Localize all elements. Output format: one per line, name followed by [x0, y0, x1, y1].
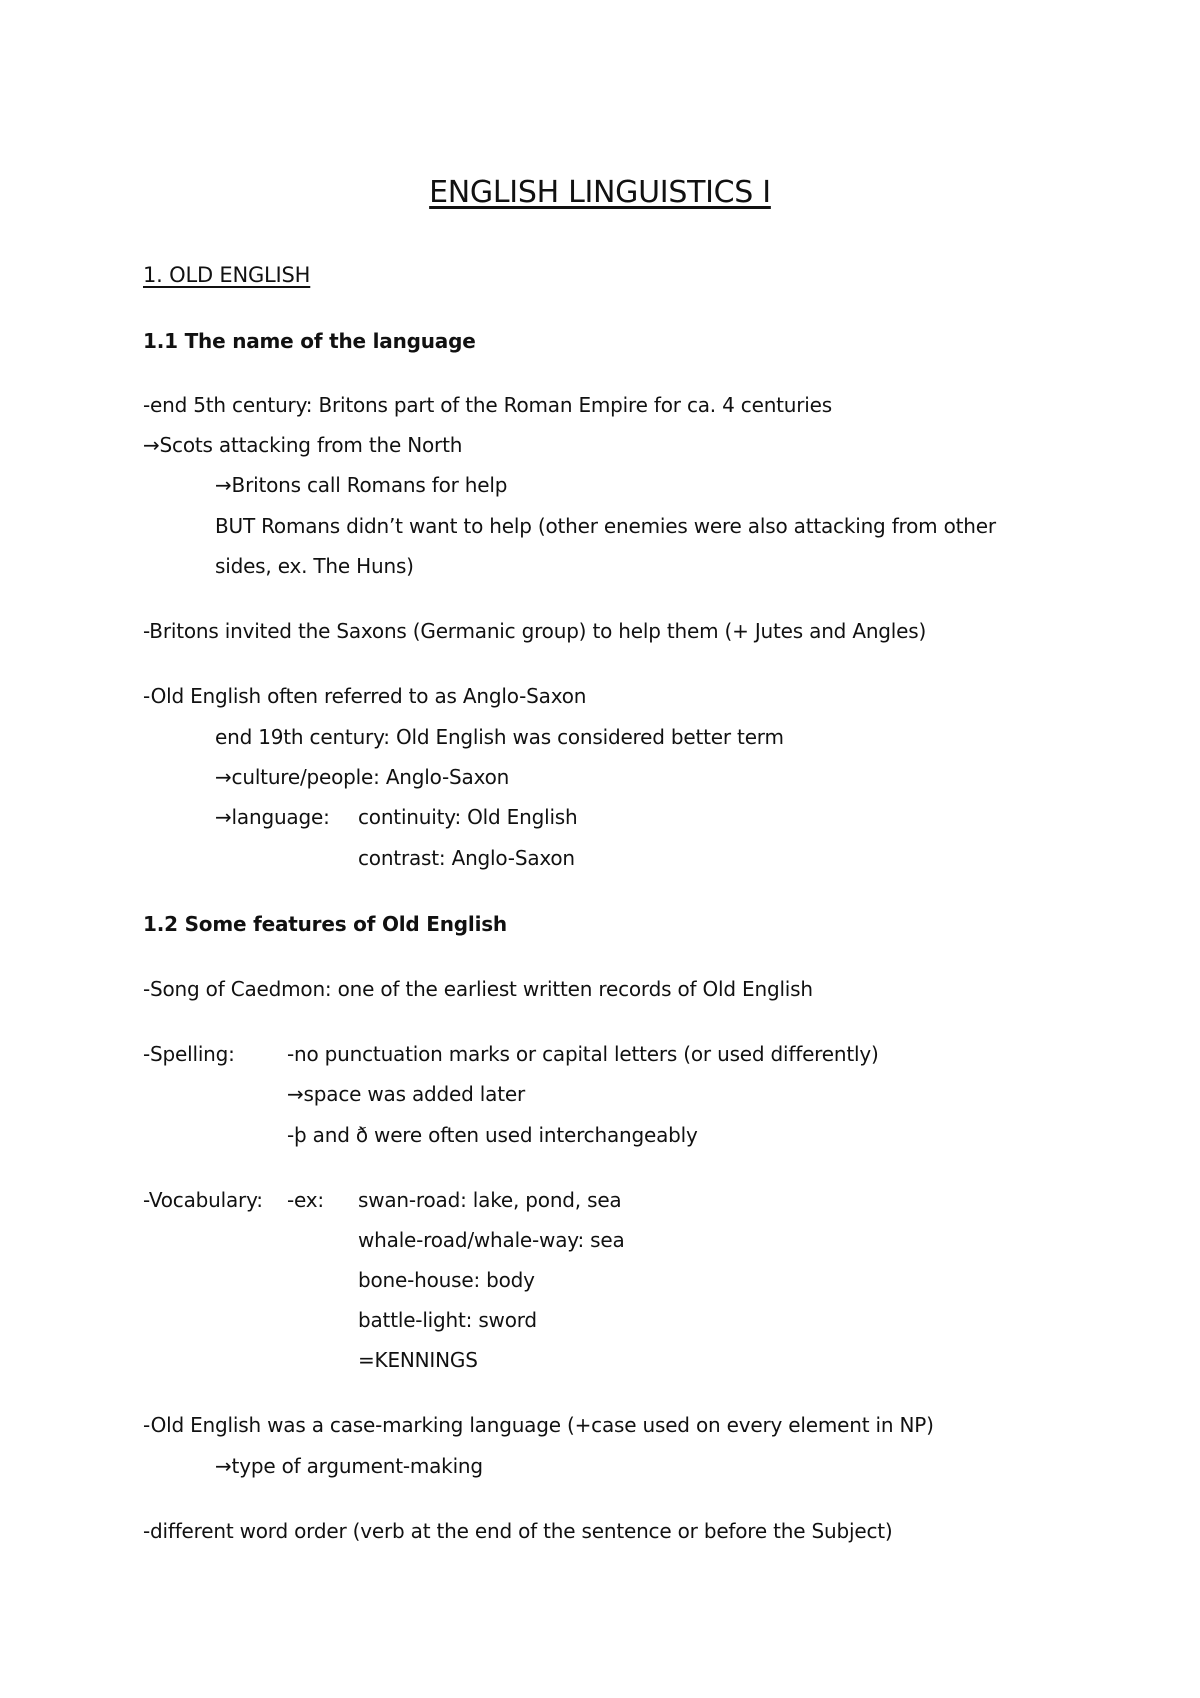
text-line: -þ and ð were often used interchangeably [287, 1123, 698, 1147]
text-line: →Scots attacking from the North [143, 433, 463, 457]
text-line: →language: [215, 805, 330, 829]
subsection-heading-features: 1.2 Some features of Old English [143, 912, 507, 936]
text-line: bone-house: body [358, 1268, 535, 1292]
text-line: BUT Romans didn’t want to help (other enemies were also attacking from other [215, 514, 996, 538]
text-line: -Spelling: [143, 1042, 235, 1066]
text-line: →culture/people: Anglo-Saxon [215, 765, 510, 789]
text-line: swan-road: lake, pond, sea [358, 1188, 622, 1212]
text-line: →type of argument-making [215, 1454, 483, 1478]
text-line: -Song of Caedmon: one of the earliest written records of Old English [143, 977, 813, 1001]
text-line: contrast: Anglo-Saxon [358, 846, 575, 870]
text-line: -Old English was a case-marking language (+case used on every element in NP) [143, 1413, 934, 1437]
text-line: -different word order (verb at the end of the sentence or before the Subject) [143, 1519, 893, 1543]
text-line: →space was added later [287, 1082, 525, 1106]
text-line: =KENNINGS [358, 1348, 478, 1372]
text-line: continuity: Old English [358, 805, 578, 829]
text-line: →Britons call Romans for help [215, 473, 508, 497]
text-line: -end 5th century: Britons part of the Roman Empire for ca. 4 centuries [143, 393, 832, 417]
text-line: -no punctuation marks or capital letters (or used differently) [287, 1042, 879, 1066]
subsection-heading-name-of-language: 1.1 The name of the language [143, 329, 476, 353]
section-heading-old-english: 1. OLD ENGLISH [143, 263, 311, 287]
text-line: end 19th century: Old English was considered better term [215, 725, 784, 749]
text-line: -ex: [287, 1188, 324, 1212]
document-title: ENGLISH LINGUISTICS I [429, 175, 771, 210]
text-line: battle-light: sword [358, 1308, 537, 1332]
text-line: -Vocabulary: [143, 1188, 263, 1212]
text-line: whale-road/whale-way: sea [358, 1228, 625, 1252]
text-line: -Britons invited the Saxons (Germanic group) to help them (+ Jutes and Angles) [143, 619, 927, 643]
text-line: sides, ex. The Huns) [215, 554, 414, 578]
text-line: -Old English often referred to as Anglo-Saxon [143, 684, 587, 708]
